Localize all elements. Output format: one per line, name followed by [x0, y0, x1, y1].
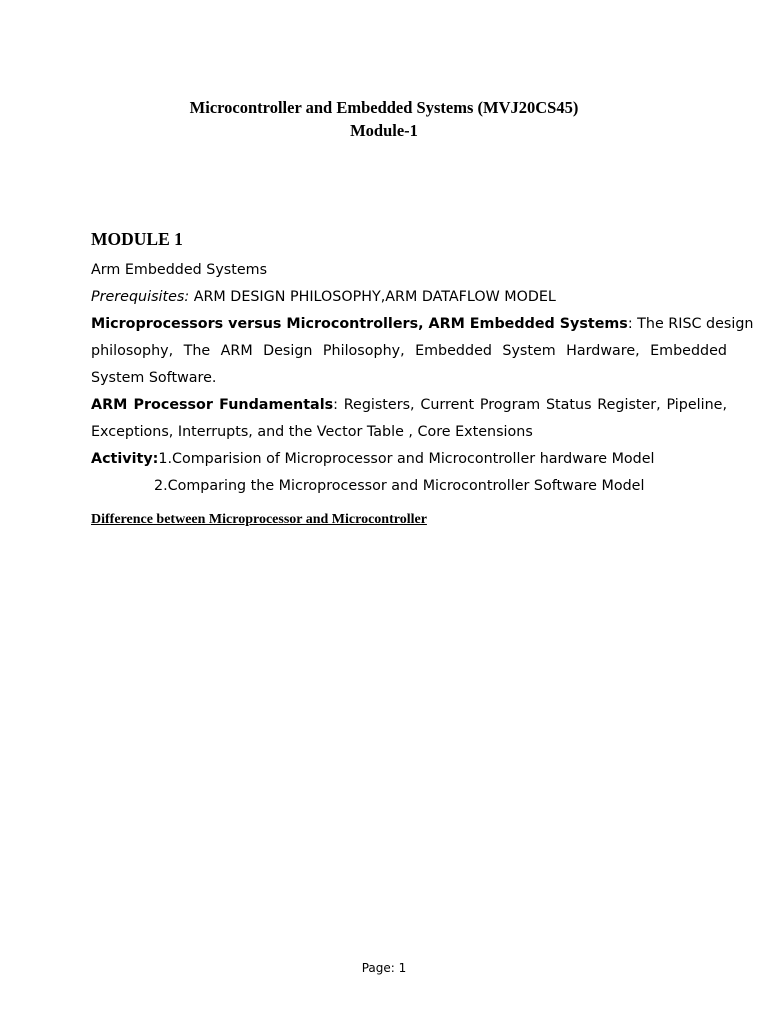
- microprocessors-label: Microprocessors versus Microcontrollers, ARM Embedded Systems: [91, 316, 628, 332]
- document-subtitle: Module-1: [350, 121, 418, 140]
- activity-item-2: 2.Comparing the Microprocessor and Microcontroller Software Model: [154, 478, 645, 494]
- document-title: Microcontroller and Embedded Systems (MVJ20CS45): [189, 98, 579, 117]
- prerequisites-text: ARM DESIGN PHILOSOPHY,ARM DATAFLOW MODEL: [189, 289, 556, 305]
- activity-line-1: [91, 449, 727, 469]
- microprocessors-line-1: [91, 314, 754, 334]
- microprocessors-line-2: philosophy, The ARM Design Philosophy, Embedded System Hardware, Embedded: [91, 343, 727, 359]
- fundamentals-text: : Registers, Current Program Status Register, Pipeline,: [333, 397, 727, 413]
- module-topic: Arm Embedded Systems: [91, 262, 268, 278]
- difference-heading: Difference between Microprocessor and Microcontroller: [91, 512, 427, 527]
- page-number: Page: 1: [361, 961, 407, 975]
- prerequisites-line: [91, 287, 727, 307]
- prerequisites-label: Prerequisites:: [91, 289, 190, 305]
- module-heading: MODULE 1: [91, 229, 183, 249]
- activity-label: Activity:: [91, 451, 159, 467]
- microprocessors-line-3: System Software.: [91, 370, 217, 386]
- microprocessors-text: : The RISC design: [627, 316, 754, 332]
- activity-item-1: 1.Comparision of Microprocessor and Microcontroller hardware Model: [158, 451, 655, 467]
- fundamentals-line-2: Exceptions, Interrupts, and the Vector Table , Core Extensions: [91, 424, 533, 440]
- fundamentals-label: ARM Processor Fundamentals: [91, 397, 334, 413]
- fundamentals-line-1: [91, 395, 727, 415]
